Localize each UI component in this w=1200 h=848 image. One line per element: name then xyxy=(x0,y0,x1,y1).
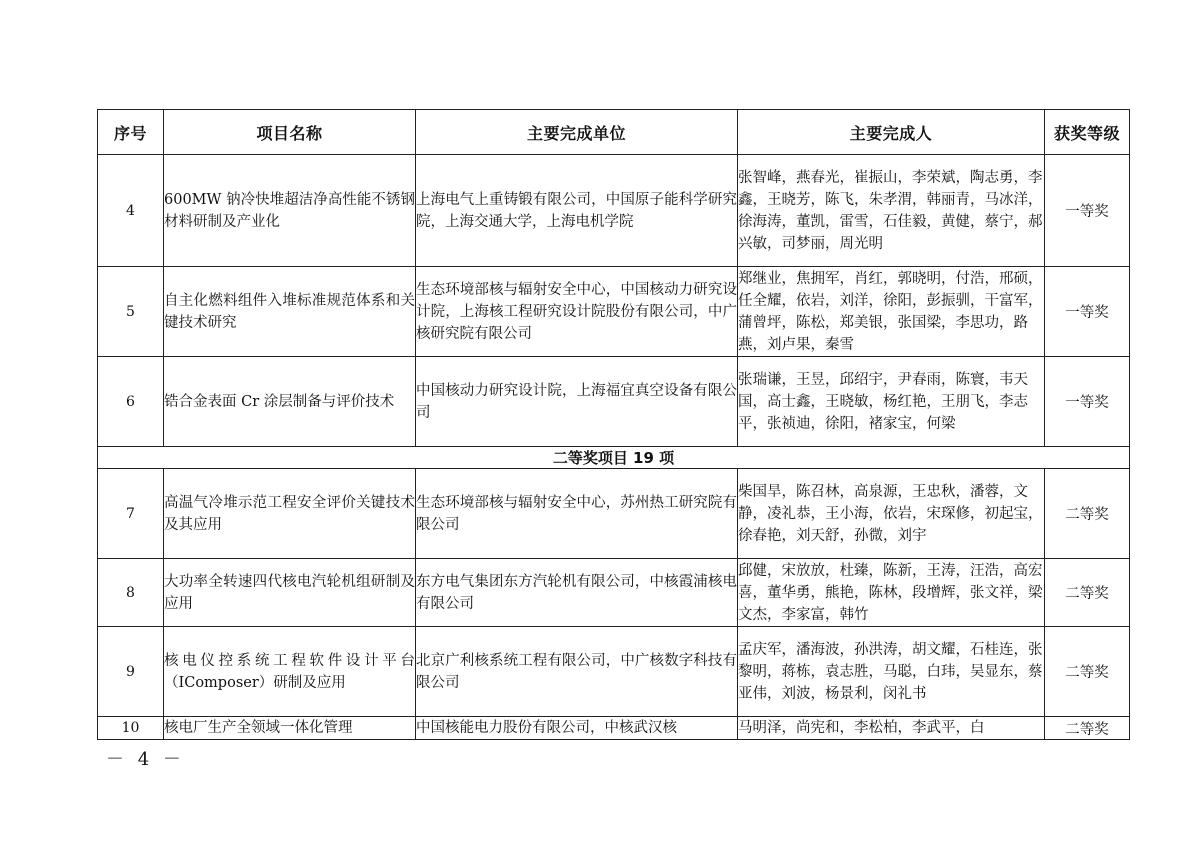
row-project-name: 核电厂生产全领域一体化管理 xyxy=(164,717,416,740)
row-seq: 9 xyxy=(98,627,164,717)
row-unit: 生态环境部核与辐射安全中心，苏州热工研究院有限公司 xyxy=(416,469,738,559)
row-grade: 二等奖 xyxy=(1045,469,1130,559)
row-seq: 10 xyxy=(98,717,164,740)
section-row xyxy=(98,447,1130,469)
row-unit: 上海电气上重铸锻有限公司，中国原子能科学研究院，上海交通大学，上海电机学院 xyxy=(416,155,738,267)
row-seq: 6 xyxy=(98,357,164,447)
row-unit: 中国核动力研究设计院，上海福宜真空设备有限公司 xyxy=(416,357,738,447)
row-seq: 8 xyxy=(98,559,164,627)
header-unit: 主要完成单位 xyxy=(416,110,738,155)
table-row xyxy=(98,357,1130,447)
table-row xyxy=(98,627,1130,717)
row-project-name: 自主化燃料组件入堆标准规范体系和关键技术研究 xyxy=(164,267,416,357)
row-grade: 二等奖 xyxy=(1045,559,1130,627)
row-people: 张瑞谦，王昱，邱绍宇，尹春雨，陈寰，韦天国，高士鑫，王晓敏，杨红艳，王朋飞，李志平，张祯迪，徐阳，褚家宝，何梁 xyxy=(738,357,1045,447)
row-people: 郑继业，焦拥军，肖红，郭晓明，付浩，邢硕，任全耀，依岩，刘洋，徐阳，彭振驯，干富军，蒲曾坪，陈松，郑美银，张国梁，李思功，路燕，刘卢果，秦雪 xyxy=(738,267,1045,357)
table-row xyxy=(98,469,1130,559)
row-people: 柴国旱，陈召林，高泉源，王忠秋，潘蓉，文静，凌礼恭，王小海，依岩，宋琛修，初起宝，徐春艳，刘天舒，孙微，刘宇 xyxy=(738,469,1045,559)
award-table xyxy=(97,109,1130,740)
row-grade: 一等奖 xyxy=(1045,267,1130,357)
row-people: 邱健，宋放放，杜臻，陈新，王涛，汪浩，高宏喜，董华勇，熊艳，陈林，段增辉，张文祥，梁文杰，李家富，韩竹 xyxy=(738,559,1045,627)
row-grade: 一等奖 xyxy=(1045,357,1130,447)
header-seq: 序号 xyxy=(98,110,164,155)
table-row xyxy=(98,717,1130,740)
page-number: － 4 － xyxy=(106,749,185,770)
row-unit: 生态环境部核与辐射安全中心，中国核动力研究设计院，上海核工程研究设计院股份有限公司，中广核研究院有限公司 xyxy=(416,267,738,357)
table-row xyxy=(98,267,1130,357)
header-grade: 获奖等级 xyxy=(1045,110,1130,155)
row-people: 马明泽，尚宪和，李松柏，李武平，白 xyxy=(738,717,1045,740)
table-row xyxy=(98,155,1130,267)
table-header-row xyxy=(98,110,1130,155)
section-title: 二等奖项目 19 项 xyxy=(98,447,1130,469)
row-people: 张智峰，燕春光，崔振山，李荣斌，陶志勇，李鑫，王晓芳，陈飞，朱孝渭，韩丽青，马冰洋，徐海涛，董凯，雷雪，石佳毅，黄健，蔡宁，郝兴敏，司梦丽，周光明 xyxy=(738,155,1045,267)
row-seq: 5 xyxy=(98,267,164,357)
row-grade: 一等奖 xyxy=(1045,155,1130,267)
row-unit: 北京广利核系统工程有限公司，中广核数字科技有限公司 xyxy=(416,627,738,717)
table-row xyxy=(98,559,1130,627)
row-seq: 7 xyxy=(98,469,164,559)
header-name: 项目名称 xyxy=(164,110,416,155)
row-project-name: 高温气冷堆示范工程安全评价关键技术及其应用 xyxy=(164,469,416,559)
row-unit: 东方电气集团东方汽轮机有限公司，中核霞浦核电有限公司 xyxy=(416,559,738,627)
row-project-name: 核电仪控系统工程软件设计平台（IComposer）研制及应用 xyxy=(164,627,416,717)
row-project-name: 锆合金表面 Cr 涂层制备与评价技术 xyxy=(164,357,416,447)
row-project-name: 大功率全转速四代核电汽轮机组研制及应用 xyxy=(164,559,416,627)
row-grade: 二等奖 xyxy=(1045,717,1130,740)
row-people: 孟庆军，潘海波，孙洪涛，胡文耀，石桂连，张黎明，蒋栋，袁志胜，马聪，白玮，吴显东，蔡亚伟，刘波，杨景利，闵礼书 xyxy=(738,627,1045,717)
row-seq: 4 xyxy=(98,155,164,267)
row-unit: 中国核能电力股份有限公司，中核武汉核 xyxy=(416,717,738,740)
row-grade: 二等奖 xyxy=(1045,627,1130,717)
row-project-name: 600MW 钠冷快堆超洁净高性能不锈钢材料研制及产业化 xyxy=(164,155,416,267)
header-people: 主要完成人 xyxy=(738,110,1045,155)
